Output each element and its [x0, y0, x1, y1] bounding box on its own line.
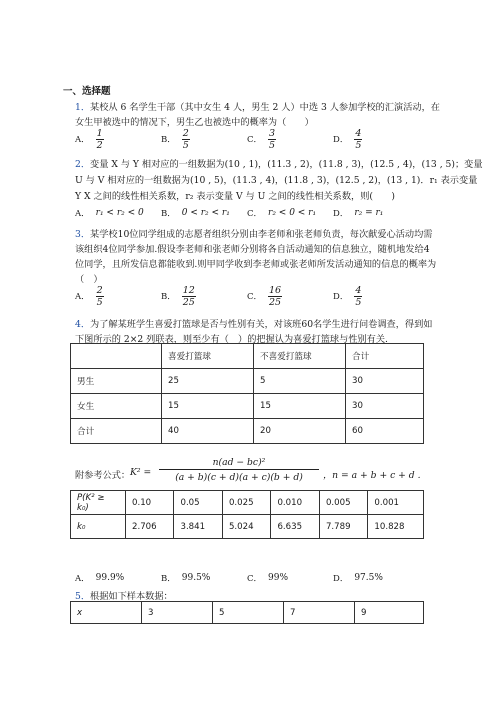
table-cell: 10.828 — [368, 515, 424, 539]
table-row — [71, 369, 424, 394]
section-title: 一、选择题 — [63, 86, 111, 97]
question-5-line-1: 5．根据如下样本数据： — [75, 591, 173, 602]
question-2-number: 2． — [75, 159, 91, 170]
sample-data-table — [70, 601, 424, 624]
fraction: $\frac{16}{25}$ — [269, 284, 282, 308]
table-cell: 7.789 — [319, 515, 367, 539]
option-b[interactable]: B． 0 < r₂ < r₁ — [161, 208, 230, 219]
formula-lhs: K² = — [130, 467, 152, 478]
table-cell: 60 — [346, 419, 424, 444]
question-3-line-2: 该组织4位同学参加.假设李老师和张老师分别将各自活动通知的信息独立，随机地发给4 — [75, 244, 430, 255]
table-cell: 30 — [346, 394, 424, 419]
table-cell: 5.024 — [222, 515, 270, 539]
table-cell: 不喜爱打篮球 — [254, 344, 346, 369]
table-row — [71, 394, 424, 419]
fraction: $\frac{4}{5}$ — [355, 284, 362, 308]
table-cell: 15 — [162, 394, 254, 419]
option-c[interactable]: C． 99% — [247, 573, 289, 584]
table-cell: 0.10 — [126, 491, 174, 515]
formula-denominator: (a + b)(c + d)(a + c)(b + d) — [175, 472, 303, 483]
question-2-line-2: U 与 V 相对应的一组数据为(10 , 5)，(11.3 , 4)，(11.8 , 3)，(12.5 , 2)，(13 , 1)．r₁ 表示变量 — [75, 175, 478, 186]
table-cell: 3 — [142, 602, 213, 624]
table-cell: x — [71, 602, 142, 624]
table-row — [71, 602, 424, 624]
table-cell: 20 — [254, 419, 346, 444]
fraction: $\frac{1}{2}$ — [96, 127, 103, 151]
question-4-line-2: 下图所示的 2×2 列联表，则至少有（ ）的把握认为喜爱打篮球与性别有关. — [75, 334, 388, 345]
question-3-number: 3． — [75, 229, 91, 240]
option-b[interactable]: B． 99.5% — [161, 573, 211, 584]
option-b[interactable]: B． $\frac{12}{25}$ — [161, 284, 195, 308]
option-a[interactable]: A． r₁ < r₂ < 0 — [75, 208, 144, 219]
question-3-line-3: 位同学，且所发信息都能收到.则甲同学收到李老师或张老师所发活动通知的信息的概率为 — [75, 259, 437, 270]
question-1-number: 1． — [75, 102, 91, 113]
formula-tail: ，n = a + b + c + d . — [323, 470, 421, 481]
table-cell: 0.010 — [271, 491, 319, 515]
table-cell: 女生 — [71, 394, 162, 419]
table-cell: 9 — [355, 602, 424, 624]
fraction: $\frac{2}{5}$ — [96, 284, 103, 308]
table-cell: 0.005 — [319, 491, 367, 515]
question-5-number: 5． — [75, 591, 91, 602]
option-c[interactable]: C． $\frac{16}{25}$ — [247, 284, 282, 308]
question-3-options — [75, 283, 405, 309]
formula-fraction — [159, 457, 319, 483]
fraction: $\frac{2}{5}$ — [182, 127, 189, 151]
option-d[interactable]: D． r₂ = r₁ — [333, 208, 384, 219]
table-cell: 5 — [254, 369, 346, 394]
table-row — [71, 344, 424, 369]
question-3-line-1: 3．某学校10位同学组成的志愿者组织分别由李老师和张老师负责，每次献爱心活动均需 — [75, 229, 433, 240]
table-row — [71, 419, 424, 444]
question-1-line-1: 1．某校从 6 名学生干部（其中女生 4 人，男生 2 人）中选 3 人参加学校的汇演活动，在 — [75, 102, 440, 113]
table-cell: 6.635 — [271, 515, 319, 539]
table-cell: 30 — [346, 369, 424, 394]
table-cell: 0.025 — [222, 491, 270, 515]
reference-formula — [75, 455, 421, 491]
formula-prefix: 附参考公式： — [75, 470, 131, 481]
question-1-line-2: 女生甲被选中的情况下，男生乙也被选中的概率为（ ） — [75, 117, 314, 128]
table-cell: 0.001 — [368, 491, 424, 515]
table-cell: 25 — [162, 369, 254, 394]
table-cell: 2.706 — [126, 515, 174, 539]
contingency-table — [70, 343, 424, 444]
question-2-options — [75, 200, 405, 226]
option-a[interactable]: A． 99.9% — [75, 573, 125, 584]
table-cell: 喜爱打篮球 — [162, 344, 254, 369]
table-cell — [71, 344, 162, 369]
table-cell: 男生 — [71, 369, 162, 394]
option-a[interactable]: A． $\frac{2}{5}$ — [75, 284, 103, 308]
formula-numerator: n(ad − bc)² — [159, 457, 319, 470]
option-a[interactable]: A． $\frac{1}{2}$ — [75, 127, 103, 151]
fraction: $\frac{3}{5}$ — [269, 127, 276, 151]
option-d[interactable]: D． $\frac{4}{5}$ — [333, 284, 362, 308]
table-cell: 40 — [162, 419, 254, 444]
question-4-number: 4． — [75, 319, 91, 330]
table-cell: 7 — [284, 602, 355, 624]
question-3-line-4: （ ） — [75, 274, 103, 285]
table-cell: 合计 — [346, 344, 424, 369]
question-2-line-1: 2．变量 X 与 Y 相对应的一组数据为(10 , 1)，(11.3 , 2)，(11.8 , 3)，(12.5 , 4)，(13 , 5)；变量 — [75, 159, 483, 170]
table-cell: 0.05 — [174, 491, 222, 515]
fraction: $\frac{4}{5}$ — [355, 127, 362, 151]
question-1-options — [75, 126, 405, 152]
table-row — [71, 515, 424, 539]
option-c[interactable]: C． $\frac{3}{5}$ — [247, 127, 276, 151]
question-4-line-1: 4．为了解某班学生喜爱打篮球是否与性别有关，对该班60名学生进行问卷调查，得到如 — [75, 319, 433, 330]
option-d[interactable]: D． $\frac{4}{5}$ — [333, 127, 362, 151]
question-2-line-3: Y X 之间的线性相关系数，r₂ 表示变量 V 与 U 之间的线性相关系数，则( ) — [75, 191, 395, 202]
table-row — [71, 491, 424, 515]
table-cell: 15 — [254, 394, 346, 419]
critical-value-table — [70, 490, 424, 539]
option-d[interactable]: D． 97.5% — [333, 573, 383, 584]
table-cell: 5 — [213, 602, 284, 624]
table-cell: 3.841 — [174, 515, 222, 539]
fraction: $\frac{12}{25}$ — [182, 284, 195, 308]
option-b[interactable]: B． $\frac{2}{5}$ — [161, 127, 189, 151]
table-cell: 合计 — [71, 419, 162, 444]
option-c[interactable]: C． r₂ < 0 < r₁ — [247, 208, 317, 219]
table-cell: P(K² ≥ k₀) — [71, 491, 126, 515]
table-cell: k₀ — [71, 515, 126, 539]
